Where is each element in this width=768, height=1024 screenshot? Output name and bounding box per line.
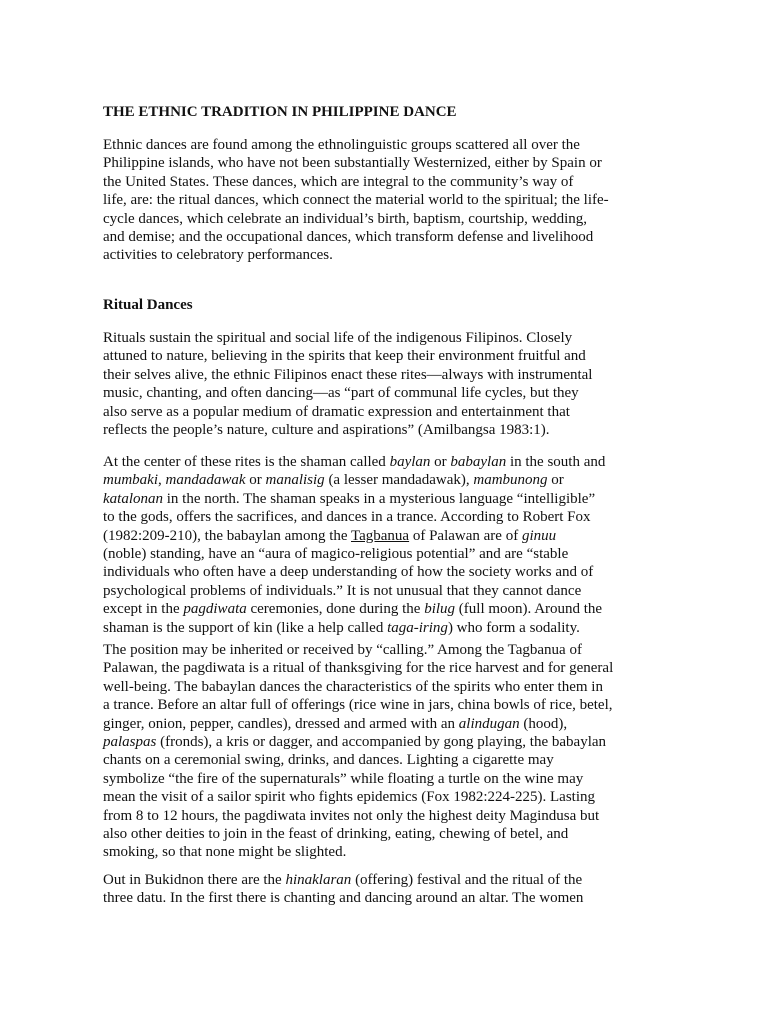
text-line: Rituals sustain the spiritual and social life of the indigenous Filipinos. Closely [103,330,573,346]
text-line: the United States. These dances, which are integral to the community’s way of [103,173,574,190]
text-line: shaman is the support of kin (like a help called taga-iring) who form a sodality. [103,619,580,636]
text-line: and demise; and the occupational dances, which transform defense and livelihood [103,228,594,245]
text-line: ginger, onion, pepper, candles), dressed and armed with an alindugan (hood), [103,715,568,732]
text-line: from 8 to 12 hours, the pagdiwata invites not only the highest deity Magindusa but [103,807,600,824]
text-line: mean the visit of a sailor spirit who fights epidemics (Fox 1982:224-225). Lasting [103,789,596,806]
text-line: The position may be inherited or received by “calling.” Among the Tagbanua of [103,642,582,658]
text-line: Out in Bukidnon there are the hinaklaran (offering) festival and the ritual of the [103,872,583,888]
text-line: individuals who often have a deep understanding of how the society works and of [103,564,594,581]
underlined-term-tagbanua: Tagbanua [351,527,410,544]
text-line: to the gods, offers the sacrifices, and dances in a trance. According to Robert Fox [103,509,591,526]
paragraph-rituals [103,329,703,439]
text-line: palaspas (fronds), a kris or dagger, and accompanied by gong playing, the babaylan [103,733,607,750]
text-line: Ethnic dances are found among the ethnolinguistic groups scattered all over the [103,137,580,153]
text-line: reflects the people’s nature, culture and aspirations” (Amilbangsa 1983:1). [103,421,550,438]
text-line: also other deities to join in the feast of drinking, eating, chewing of betel, and [103,825,569,842]
text-line: Philippine islands, who have not been substantially Westernized, either by Spain or [103,155,602,172]
text-line: Palawan, the pagdiwata is a ritual of thanksgiving for the rice harvest and for general [103,660,614,677]
paragraph-intro [103,136,703,265]
text-line: except in the pagdiwata ceremonies, done during the bilug (full moon). Around the [103,601,603,618]
text-line: psychological problems of individuals.” It is not unusual that they cannot dance [103,582,582,599]
text-line: a trance. Before an altar full of offerings (rice wine in jars, china bowls of rice, betel, [103,697,613,714]
text-line: chants on a ceremonial swing, drinks, and dances. Lighting a cigarette may [103,752,554,769]
text-line: also serve as a popular medium of dramatic expression and entertainment that [103,403,570,420]
paragraph-pagdiwata [103,641,703,862]
text-line: life, are: the ritual dances, which connect the material world to the spiritual; the life- [103,192,609,209]
text-line: music, chanting, and often dancing—as “part of communal life cycles, but they [103,385,579,402]
document-title: THE ETHNIC TRADITION IN PHILIPPINE DANCE [103,104,457,120]
text-line: mumbaki, mandadawak or manalisig (a lesser mandadawak), mambunong or [103,472,564,489]
text-line: three datu. In the first there is chanting and dancing around an altar. The women [103,890,584,907]
text-line: (1982:209-210), the babaylan among the Tagbanua of Palawan are of ginuu [103,527,557,544]
text-line: katalonan in the north. The shaman speaks in a mysterious language “intelligible” [103,490,596,507]
paragraph-shaman [103,453,703,637]
text-line: symbolize “the fire of the supernaturals” while floating a turtle on the wine may [103,770,584,787]
text-line: smoking, so that none might be slighted. [103,844,347,861]
text-line: their selves alive, the ethnic Filipinos enact these rites—always with instrumental [103,366,593,383]
paragraph-bukidnon [103,871,703,908]
text-line: activities to celebratory performances. [103,247,333,264]
text-line: At the center of these rites is the shaman called baylan or babaylan in the south and [103,454,606,470]
text-line: cycle dances, which celebrate an individual’s birth, baptism, courtship, wedding, [103,210,588,227]
text-line: attuned to nature, believing in the spirits that keep their environment fruitful and [103,348,586,365]
text-line: well-being. The babaylan dances the characteristics of the spirits who enter them in [103,678,603,695]
section-heading-ritual-dances: Ritual Dances [103,297,193,313]
text-line: (noble) standing, have an “aura of magico-religious potential” and are “stable [103,545,569,562]
